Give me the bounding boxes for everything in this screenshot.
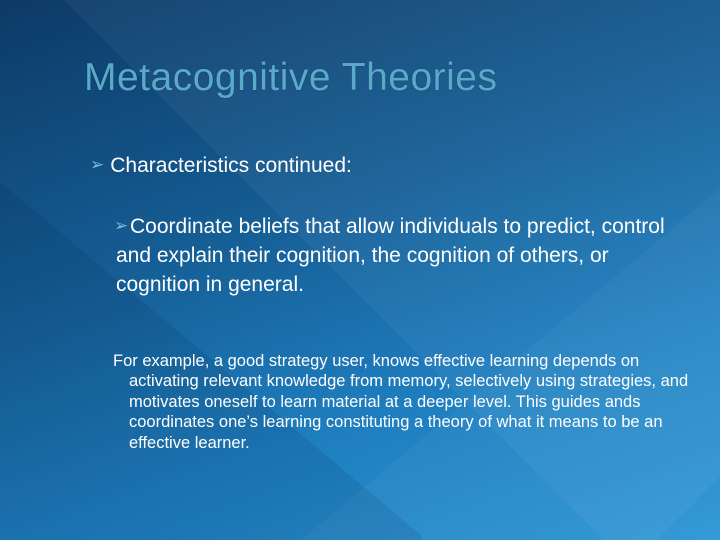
arrow-bullet-icon: ➢ xyxy=(90,155,105,175)
bullet-text: Coordinate beliefs that allow individuals to predict, control and explain their cognition, the cognition of others, or cognition in general. xyxy=(116,215,665,296)
bullet-coordinate-beliefs xyxy=(114,212,684,299)
slide-title: Metacognitive Theories xyxy=(84,56,498,99)
arrow-bullet-icon: ➢ xyxy=(114,216,129,236)
example-paragraph: For example, a good strategy user, knows effective learning depends on activating relevant knowledge from memory, selectively using strategies, and motivates oneself to learn material at a deeper level. This guides ands coordinates one’s learning constituting a theory of what it means to be an effective learner. xyxy=(113,352,689,452)
bullet-text: Characteristics continued: xyxy=(110,154,352,177)
bullet-characteristics xyxy=(90,151,352,180)
